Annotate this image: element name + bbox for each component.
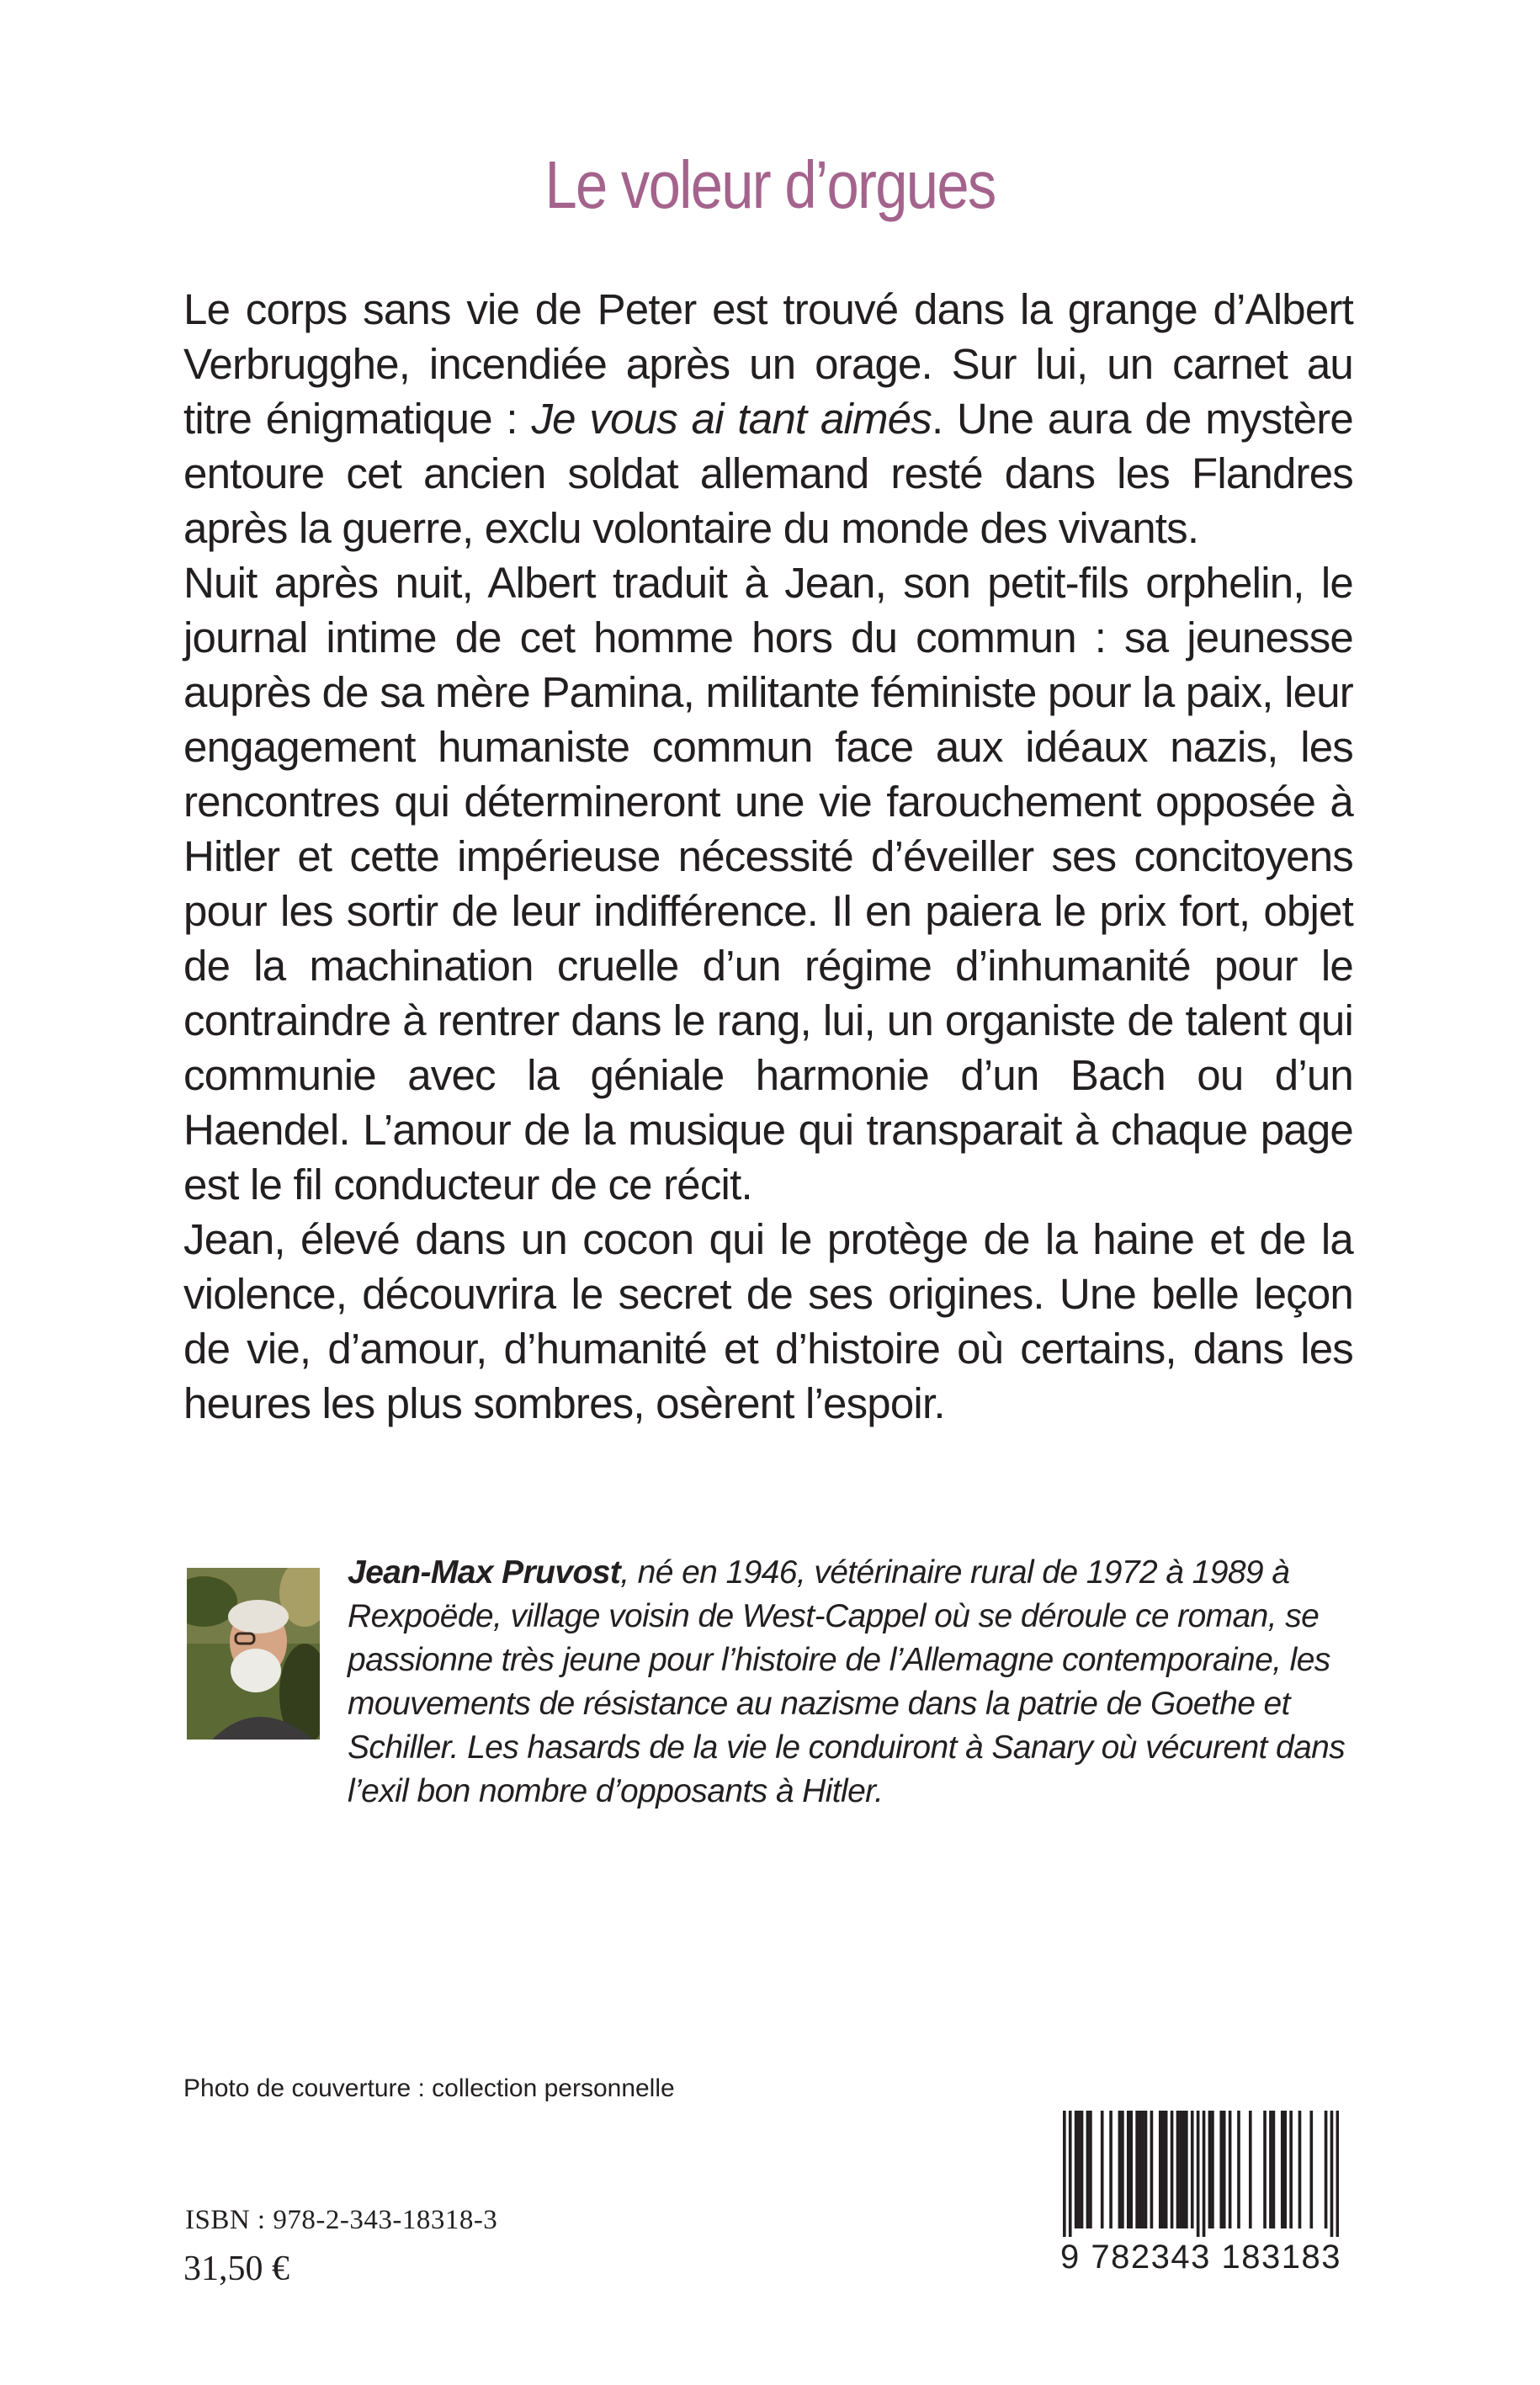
- barcode-bar: [1127, 2111, 1130, 2228]
- barcode-bar: [1229, 2111, 1232, 2228]
- barcode-bar: [1139, 2111, 1142, 2228]
- barcode-bar: [1150, 2111, 1154, 2228]
- barcode-bar: [1325, 2111, 1328, 2228]
- author-name: Jean-Max Pruvost: [348, 1554, 621, 1591]
- barcode-bar: [1269, 2111, 1272, 2228]
- author-bio-text: , né en 1946, vétérinaire rural de 1972 à 1989 à Rexpoëde, village voisin de West-Cappel où se déroule ce roman, se passionne très jeune pour l’histoire de l’Allemagne contemporaine, les mouvements de résistance au nazisme dans la patrie de Goethe et Schiller. Les hasards de la vie le conduiront à Sanary où vécurent dans l’exil bon nombre d’opposants à Hitler.: [348, 1554, 1346, 1809]
- barcode-bar: [1330, 2111, 1334, 2237]
- barcode-bar: [1203, 2111, 1206, 2237]
- barcode-bar: [1161, 2111, 1165, 2228]
- isbn: ISBN : 978-2-343-18318-3: [185, 2205, 498, 2235]
- summary-text: Le corps sans vie de Peter est trouvé dans la grange d’Albert Verbrugghe, incendiée après un orage. Sur lui, un carnet au titre énigmatique :: [183, 285, 1353, 443]
- barcode-bar: [1135, 2111, 1139, 2228]
- barcode-bar: [1281, 2111, 1284, 2228]
- barcode-bar: [1176, 2111, 1180, 2228]
- barcode-bar: [1109, 2111, 1113, 2228]
- barcode-bar: [1249, 2111, 1252, 2228]
- barcode-bar: [1171, 2111, 1174, 2228]
- barcode-bar: [1309, 2111, 1313, 2228]
- barcode-bar: [1208, 2111, 1212, 2228]
- notebook-title: Je vous ai tant aimés: [531, 395, 932, 443]
- barcode-bar: [1289, 2111, 1293, 2228]
- barcode-bar: [1063, 2111, 1066, 2237]
- barcode-bar: [1081, 2111, 1084, 2228]
- barcode-bar: [1118, 2111, 1122, 2228]
- author-photo: [187, 1568, 320, 1740]
- book-title: Le voleur d’orgues: [544, 147, 996, 222]
- photo-credit: Photo de couverture : collection personnelle: [183, 2074, 675, 2102]
- summary-paragraph-1: [183, 282, 1353, 555]
- back-cover-summary: [183, 282, 1353, 1431]
- barcode-bar: [1211, 2111, 1214, 2228]
- barcode-bar: [1191, 2111, 1194, 2228]
- barcode-bar: [1336, 2111, 1339, 2237]
- barcode-bars: [1063, 2111, 1339, 2237]
- barcode-bar: [1144, 2111, 1148, 2228]
- barcode-bar: [1219, 2111, 1223, 2228]
- barcode-bar: [1141, 2111, 1144, 2228]
- barcode-bar: [1283, 2111, 1287, 2228]
- barcode-bar: [1159, 2111, 1162, 2228]
- barcode-bar: [1185, 2111, 1188, 2228]
- barcode-bar: [1129, 2111, 1133, 2228]
- barcode-bar: [1077, 2111, 1081, 2228]
- barcode-bar: [1075, 2111, 1078, 2228]
- barcode-bar: [1165, 2111, 1168, 2228]
- barcode: [1054, 2102, 1347, 2284]
- barcode-bar: [1089, 2111, 1092, 2228]
- barcode-bar: [1182, 2111, 1186, 2228]
- summary-paragraph-3: Jean, élevé dans un cocon qui le protège de la haine et de la violence, découvrira le secret de ses origines. Une belle leçon de vie, d’amour, d’humanité et d’histoire où certains, dans les heures les plus sombres, osèrent l’espoir.: [183, 1215, 1353, 1427]
- summary-text: . Une aura de mystère entoure cet ancien soldat allemand resté dans les Flandres après la guerre, exclu volontaire du monde des vivants.: [183, 395, 1353, 552]
- summary-paragraph-2: Nuit après nuit, Albert traduit à Jean, son petit-fils orphelin, le journal intime de cet homme hors du commun : sa jeunesse auprès de sa mère Pamina, militante féministe pour la paix, leur engagement humaniste commun face aux idéaux nazis, les rencontres qui détermineront une vie farouchement opposée à Hitler et cette impérieuse nécessité d’éveiller ses concitoyens pour les sortir de leur indifférence. Il en paiera le prix fort, objet de la machination cruelle d’un régime d’inhumanité pour le contraindre à rentrer dans le rang, lui, un organiste de talent qui communie avec la géniale harmonie d’un Bach ou d’un Haendel. L’amour de la musique qui transparait à chaque page est le fil conducteur de ce récit.: [183, 559, 1353, 1208]
- barcode-bar: [1086, 2111, 1090, 2228]
- barcode-bar: [1237, 2111, 1240, 2228]
- barcode-bar: [1121, 2111, 1124, 2228]
- barcode-bar: [1197, 2111, 1200, 2237]
- barcode-bar: [1223, 2111, 1226, 2228]
- barcode-bar: [1263, 2111, 1267, 2228]
- author-bio: [348, 1551, 1353, 1814]
- barcode-bar: [1069, 2111, 1072, 2237]
- barcode-bar: [1101, 2111, 1104, 2228]
- barcode-bar: [1298, 2111, 1302, 2228]
- barcode-bar: [1179, 2111, 1182, 2228]
- price: 31,50 €: [183, 2250, 289, 2288]
- barcode-bar: [1272, 2111, 1276, 2228]
- barcode-digits: 9 782343 183183: [1060, 2239, 1341, 2276]
